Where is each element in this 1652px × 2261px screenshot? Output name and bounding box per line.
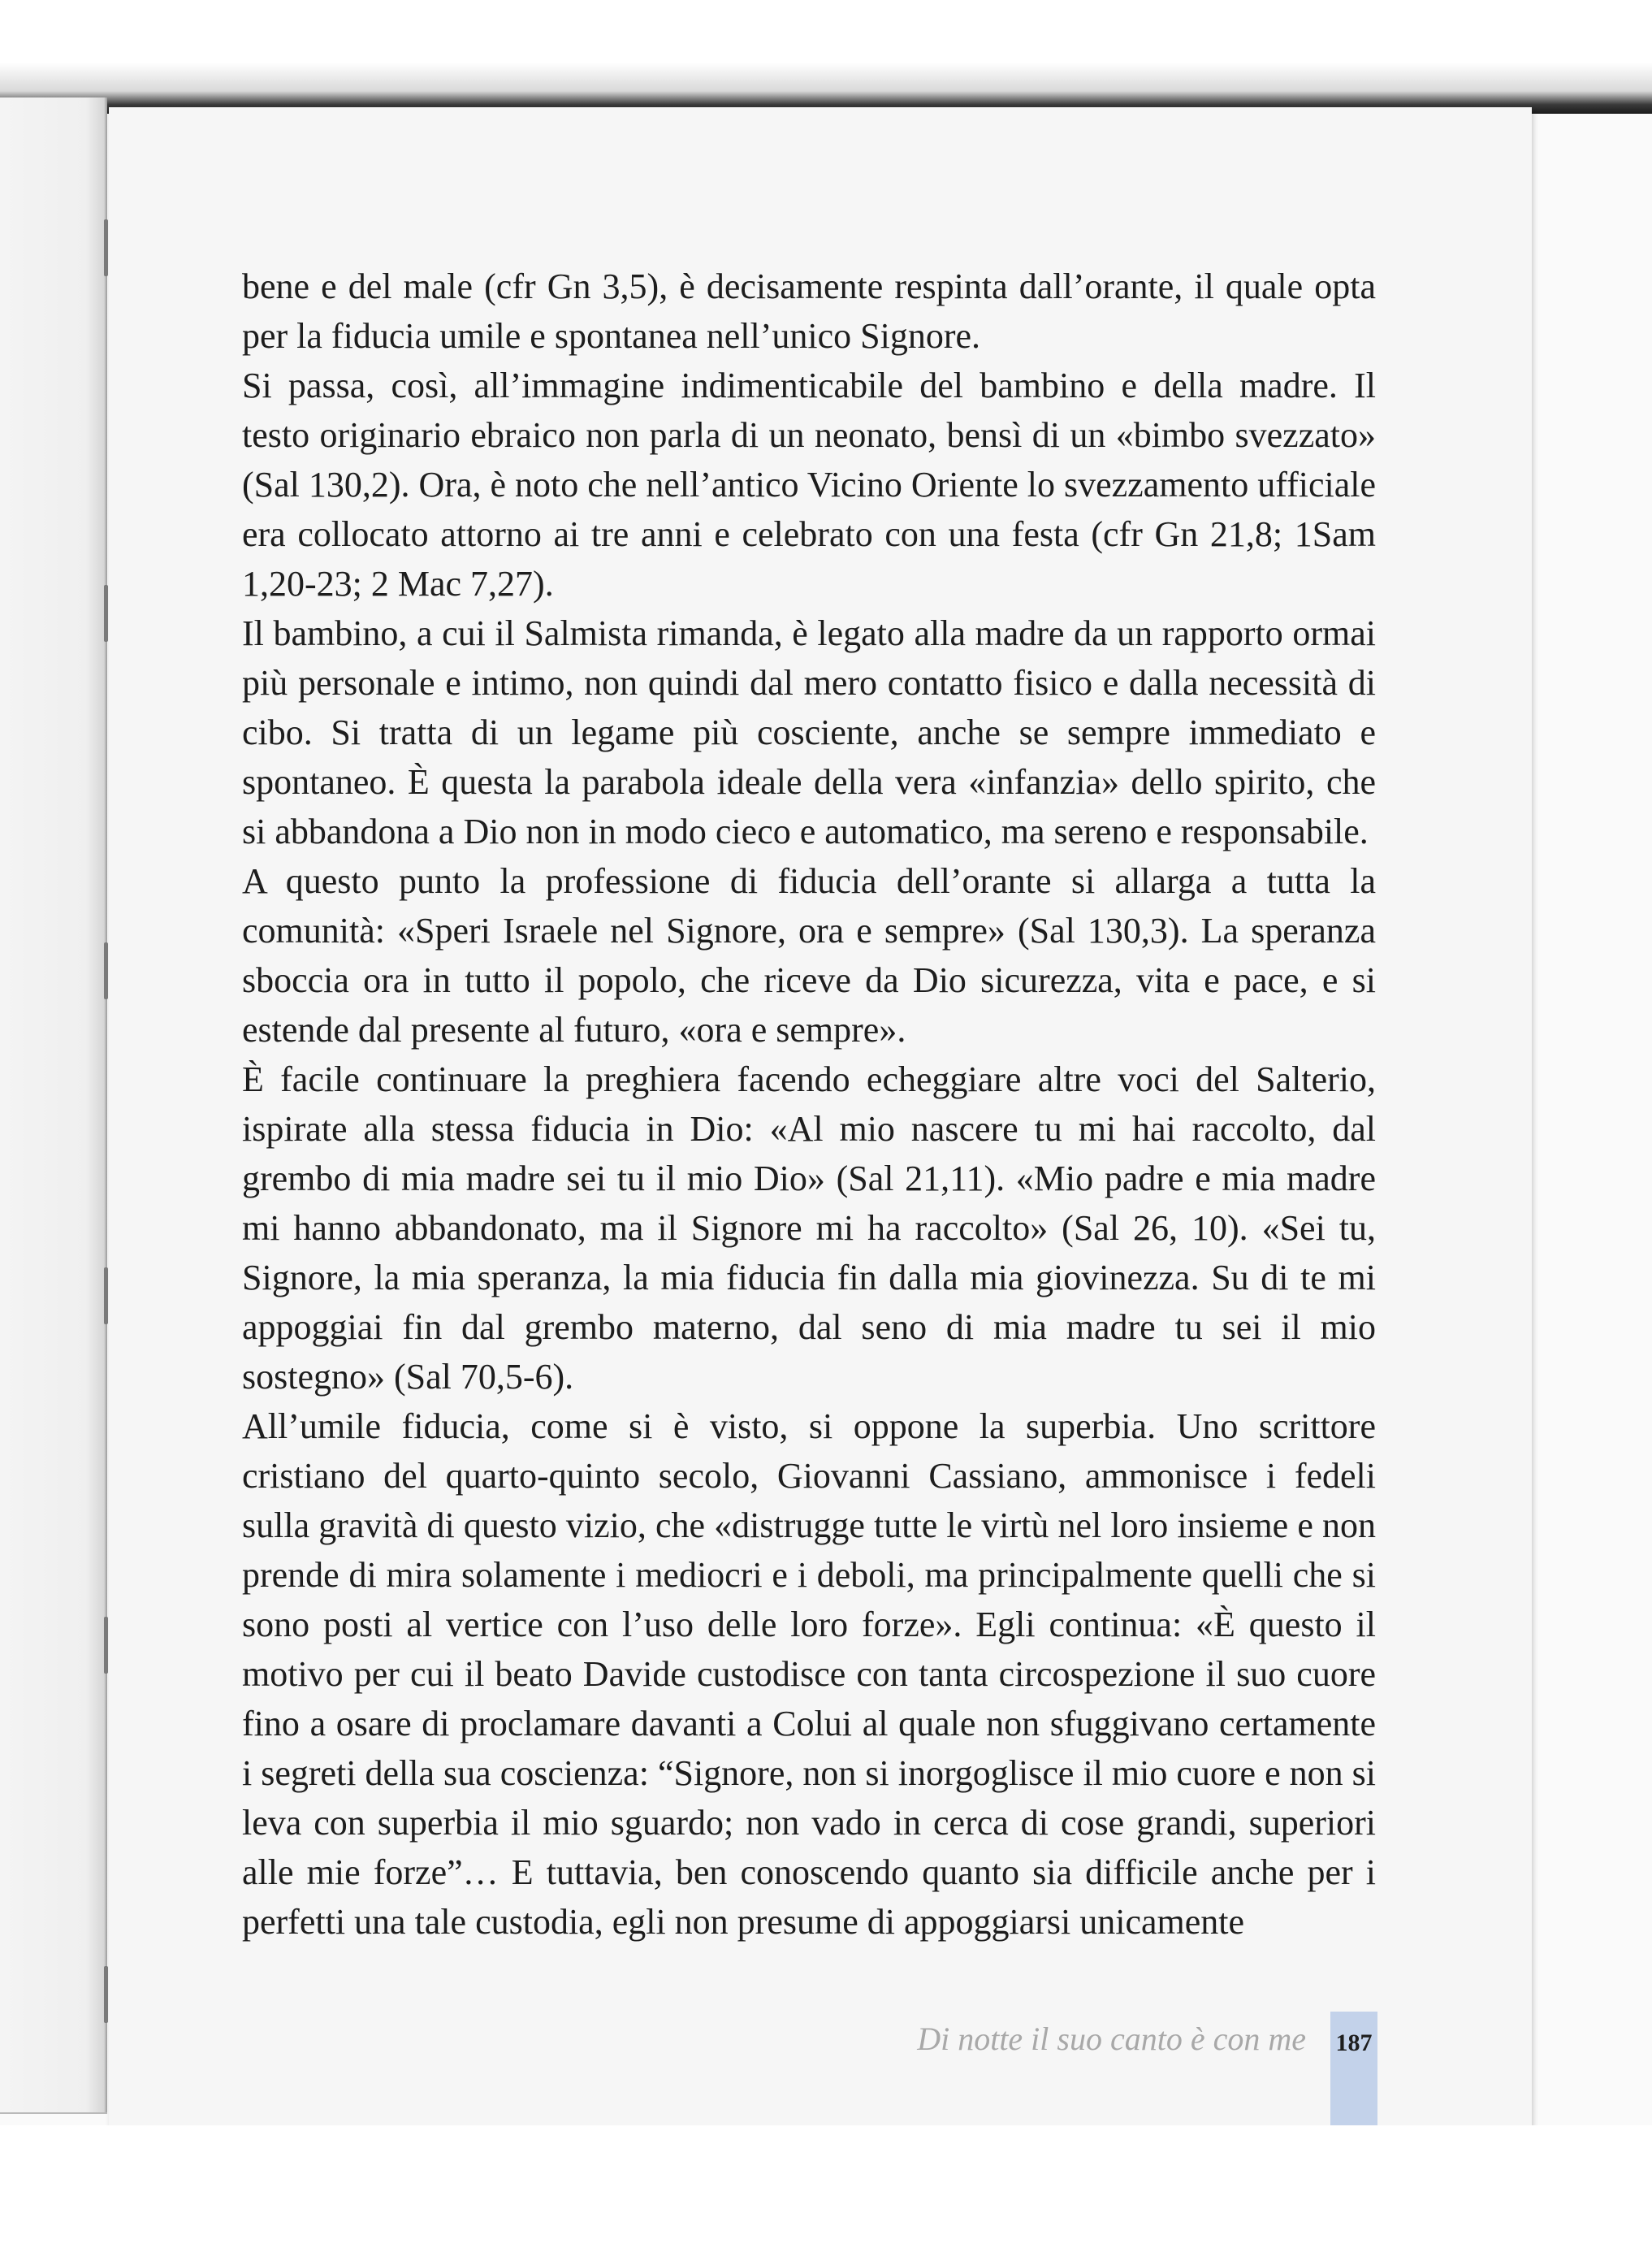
scanner-bottom-area bbox=[0, 2125, 1652, 2261]
page-number: 187 bbox=[1330, 2012, 1377, 2125]
scanner-top-band bbox=[0, 0, 1652, 114]
paragraph-2: Si passa, così, all’immagine indimenticabile del bambino e della madre. Il testo originario ebraico non parla di un neonato, bensì di un «bimbo svezzato» (Sal 130,2). Ora, è noto che nell’antico Vicino Oriente lo svezzamento ufficiale era collocato attorno ai tre anni e celebrato con una festa (cfr Gn 21,8; 1Sam 1,20-23; 2 Mac 7,27). bbox=[242, 366, 1376, 604]
paragraph-5: È facile continuare la preghiera facendo echeggiare altre voci del Salterio, ispirate alla stessa fiducia in Dio: «Al mio nascere tu mi hai raccolto, dal grembo di mia madre sei tu il mio Dio» (Sal 21,11). «Mio padre e mia madre mi hanno abbandonato, ma il Signore mi ha raccolto» (Sal 26, 10). «Sei tu, Signore, la mia speranza, la mia fiducia fin dalla mia giovinezza. Su di te mi appoggiai fin dal grembo materno, dal seno di mia madre tu sei il mio sostegno» (Sal 70,5-6). bbox=[242, 1059, 1376, 1397]
paragraph-4: A questo punto la professione di fiducia dell’orante si allarga a tutta la comunità: «Speri Israele nel Signore, ora e sempre» (Sal 130,3). La speranza sboccia ora in tutto il popolo, che riceve da Dio sicurezza, vita e pace, e si estende dal presente al futuro, «ora e sempre». bbox=[242, 861, 1376, 1050]
running-title: Di notte il suo canto è con me bbox=[917, 2021, 1306, 2057]
paragraph-3: Il bambino, a cui il Salmista rimanda, è legato alla madre da un rapporto ormai più personale e intimo, non quindi dal mero contatto fisico e dalla necessità di cibo. Si tratta di un legame più cosciente, anche se sempre immediato e spontaneo. È questa la parabola ideale della vera «infanzia» dello spirito, che si abbandona a Dio non in modo cieco e automatico, ma sereno e responsabile. bbox=[242, 613, 1376, 851]
paragraph-1: bene e del male (cfr Gn 3,5), è decisamente respinta dall’orante, il quale opta per la fiducia umile e spontanea nell’unico Signore. bbox=[242, 266, 1376, 356]
paragraph-6: All’umile fiducia, come si è visto, si oppone la superbia. Uno scrittore cristiano del quarto-quinto secolo, Giovanni Cassiano, ammonisce i fedeli sulla gravità di questo vizio, che «distrugge tutte le virtù nel loro insieme e non prende di mira solamente i mediocri e i deboli, ma principalmente quelli che si sono posti al vertice con l’uso delle loro forze». Egli continua: «È questo il motivo per cui il beato Davide custodisce con tanta circospezione il suo cuore fino a osare di proclamare davanti a Colui al quale non sfuggivano certamente i segreti della sua coscienza: “Signore, non si inorgoglisce il mio cuore e non si leva con superbia il mio sguardo; non vado in cerca di cose grandi, superiori alle mie forze”… E tuttavia, ben conoscendo quanto sia difficile anche per i perfetti una tale custodia, egli non presume di appoggiarsi unicamente bbox=[242, 1406, 1376, 1942]
previous-page-edge bbox=[0, 97, 107, 2114]
body-text bbox=[242, 262, 1376, 1947]
